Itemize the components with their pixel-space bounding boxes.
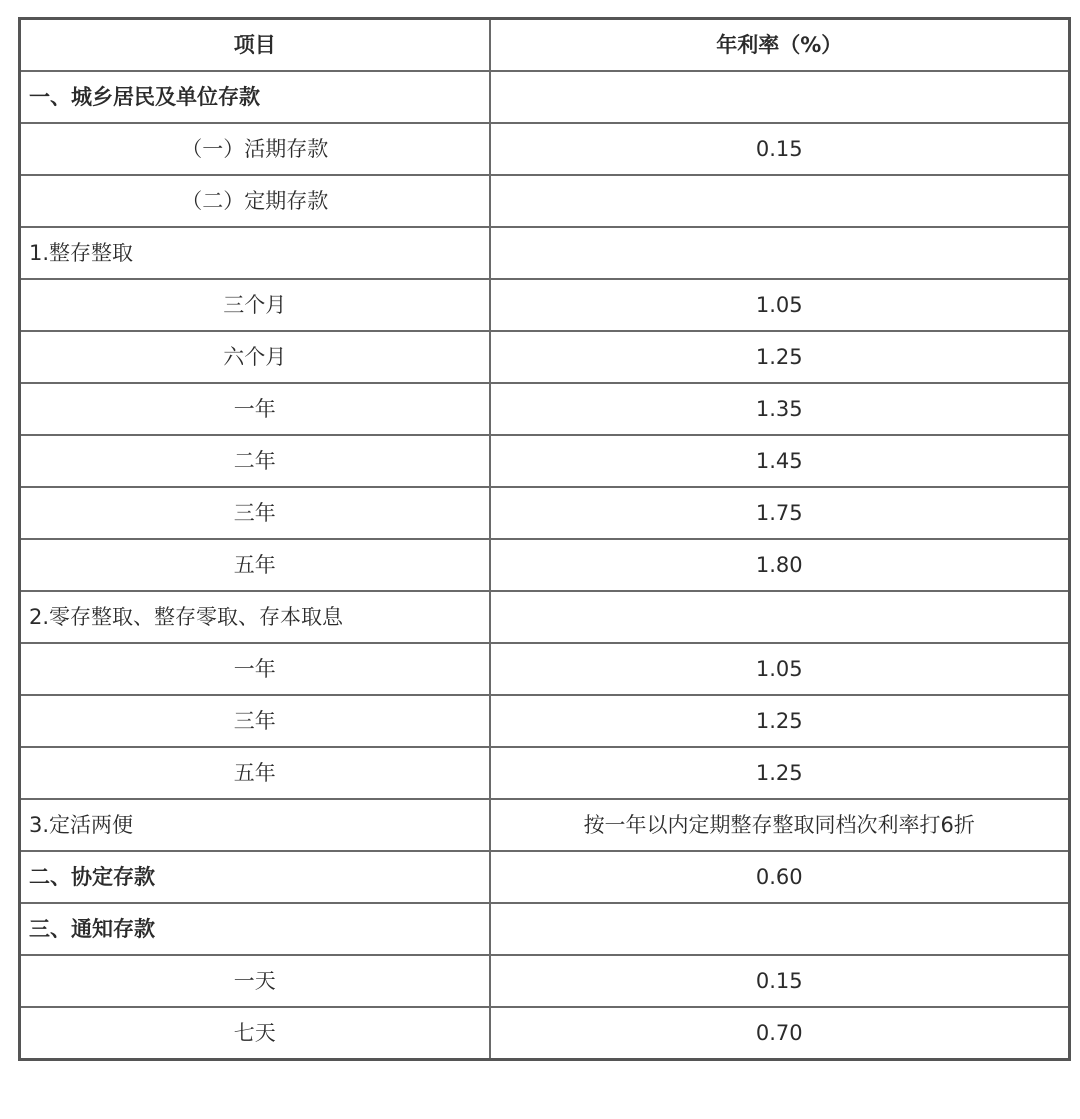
- table-row: [20, 643, 1070, 695]
- row-item-cell: 一年: [20, 643, 490, 695]
- row-item-cell: 三、通知存款: [20, 903, 490, 955]
- row-item-cell: 3.定活两便: [20, 799, 490, 851]
- table-body: [20, 71, 1070, 1060]
- row-rate-cell: [490, 175, 1070, 227]
- row-rate-cell: [490, 227, 1070, 279]
- header-rate: 年利率（%）: [490, 19, 1070, 72]
- row-rate-cell: [490, 71, 1070, 123]
- row-rate-cell: 1.75: [490, 487, 1070, 539]
- table-header-row: [20, 19, 1070, 72]
- table-row: [20, 175, 1070, 227]
- row-item-cell: 六个月: [20, 331, 490, 383]
- row-rate-cell: [490, 903, 1070, 955]
- row-item-cell: 五年: [20, 539, 490, 591]
- table-row: [20, 799, 1070, 851]
- row-rate-cell: 0.15: [490, 955, 1070, 1007]
- row-item-cell: 一年: [20, 383, 490, 435]
- row-rate-cell: [490, 591, 1070, 643]
- row-item-cell: 七天: [20, 1007, 490, 1060]
- table-row: [20, 71, 1070, 123]
- row-rate-cell: 1.05: [490, 643, 1070, 695]
- row-item-cell: 五年: [20, 747, 490, 799]
- row-item-cell: 三年: [20, 695, 490, 747]
- table-row: [20, 591, 1070, 643]
- row-rate-cell: 1.45: [490, 435, 1070, 487]
- table-row: [20, 227, 1070, 279]
- table-row: [20, 851, 1070, 903]
- row-rate-cell: 1.35: [490, 383, 1070, 435]
- table-row: [20, 695, 1070, 747]
- row-rate-cell: 1.80: [490, 539, 1070, 591]
- row-rate-cell: 1.25: [490, 747, 1070, 799]
- row-item-cell: 一、城乡居民及单位存款: [20, 71, 490, 123]
- row-rate-cell: 0.15: [490, 123, 1070, 175]
- table-row: [20, 383, 1070, 435]
- row-item-cell: 一天: [20, 955, 490, 1007]
- row-item-cell: （二）定期存款: [20, 175, 490, 227]
- table-row: [20, 747, 1070, 799]
- row-rate-cell: 0.60: [490, 851, 1070, 903]
- row-item-cell: 三年: [20, 487, 490, 539]
- table-row: [20, 539, 1070, 591]
- row-rate-cell: 1.05: [490, 279, 1070, 331]
- row-item-cell: 三个月: [20, 279, 490, 331]
- row-item-cell: 2.零存整取、整存零取、存本取息: [20, 591, 490, 643]
- row-item-cell: 二年: [20, 435, 490, 487]
- row-item-cell: （一）活期存款: [20, 123, 490, 175]
- table-row: [20, 123, 1070, 175]
- table-row: [20, 955, 1070, 1007]
- table-row: [20, 487, 1070, 539]
- row-item-cell: 1.整存整取: [20, 227, 490, 279]
- table-row: [20, 331, 1070, 383]
- table-row: [20, 435, 1070, 487]
- row-rate-cell: 1.25: [490, 331, 1070, 383]
- row-item-cell: 二、协定存款: [20, 851, 490, 903]
- header-item: 项目: [20, 19, 490, 72]
- table-row: [20, 279, 1070, 331]
- table-row: [20, 1007, 1070, 1060]
- row-rate-cell: 按一年以内定期整存整取同档次利率打6折: [490, 799, 1070, 851]
- row-rate-cell: 0.70: [490, 1007, 1070, 1060]
- row-rate-cell: 1.25: [490, 695, 1070, 747]
- deposit-rate-table: [18, 17, 1071, 1061]
- table-row: [20, 903, 1070, 955]
